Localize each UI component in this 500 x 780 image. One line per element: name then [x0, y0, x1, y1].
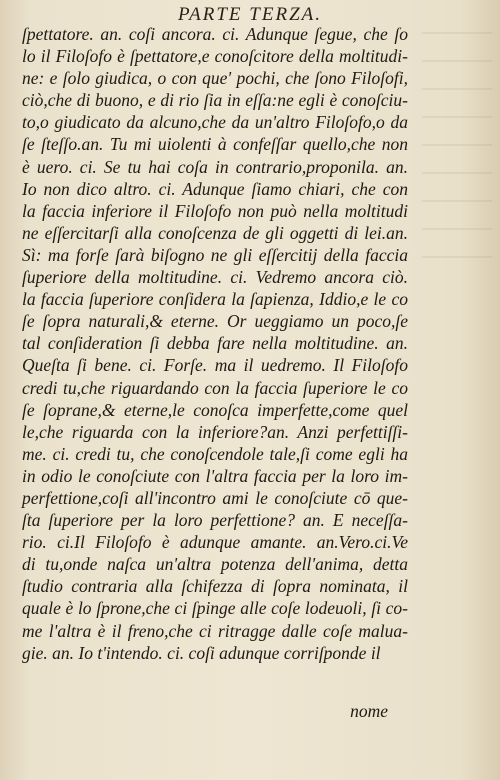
text-line: ſuperiore della moltitudine. ci. Vedremo ancora ciò.: [22, 267, 408, 288]
text-line: è uero. ci. Se tu hai coſa in contrario,proponila. an.: [22, 156, 408, 177]
text-line: ne eſſercitarſi alla conoſcenza de gli oggetti di lei.an.: [22, 222, 408, 243]
text-line: Io non dico altro. ci. Adunque ſiamo chiari, che con: [22, 178, 408, 199]
text-line: la faccia ſuperiore conſidera la ſapienza, Iddio,e le co: [22, 289, 408, 310]
text-line: la faccia inferiore il Filoſofo non può nella moltitudi: [22, 200, 408, 221]
text-line: credi tu,che riguardando con la faccia ſuperiore le co: [22, 377, 408, 398]
text-line: to,o giudicato da alcuno,che da un'altro Filoſofo,o da: [22, 112, 408, 133]
text-line: me l'altra è il freno,che ci ritragge dalle coſe malua-: [22, 620, 408, 641]
text-line: rio. ci.Il Filoſofo è adunque amante. an.Vero.ci.Ve: [22, 532, 408, 553]
text-line: ciò,che di buono, e di rio ſia in eſſa:ne egli è conoſciu-: [22, 90, 408, 111]
text-line: ſpettatore. an. coſi ancora. ci. Adunque ſegue, che ſo: [22, 24, 408, 44]
text-line: le,che riguarda con la inferiore?an. Anzi perfettiſſi-: [22, 421, 408, 442]
text-line: gie. an. Io t'intendo. ci. coſi adunque corriſponde il: [22, 642, 381, 663]
body-text: [22, 23, 408, 664]
text-line: tal conſideration ſi debba fare nella moltitudine. an.: [22, 333, 408, 354]
text-line: ſe ſteſſo.an. Tu mi uiolenti à confeſſar quello,che non: [22, 134, 408, 155]
text-line: lo il Filoſofo è ſpettatore,e conoſcitore della moltitudi-: [22, 46, 408, 67]
text-line: ſtudio contraria alla ſchifezza di ſopra nominata, il: [22, 576, 408, 597]
text-line: me. ci. credi tu, che conoſcendole tale,ſi come egli ha: [22, 443, 408, 464]
text-line: ſe ſopra naturali,& eterne. Or ueggiamo un poco,ſe: [22, 311, 408, 332]
text-line: Queſta ſi bene. ci. Forſe. ma il uedremo. Il Filoſofo: [22, 355, 408, 376]
text-line: in odio le conoſciute con l'altra faccia per la loro im-: [22, 465, 408, 486]
text-line: ſta ſuperiore per la loro perfettione? an. E neceſſa-: [22, 510, 408, 531]
running-title: PARTE TERZA.: [178, 4, 322, 25]
text-line: Sì: ma forſe ſarà biſogno ne gli eſſercitij della faccia: [22, 244, 408, 265]
catchword: nome: [350, 701, 388, 721]
text-line: di tu,onde naſca un'altra potenza dell'anima, detta: [22, 554, 408, 575]
text-line: ſe ſoprane,& eterne,le conoſca imperfette,come quel: [22, 399, 408, 420]
show-through-text: [422, 8, 492, 258]
text-line: perfettione,coſi all'incontro ami le conoſciute cō que-: [22, 487, 408, 508]
text-line: ne: e ſolo giudica, o con que' pochi, che ſono Filoſofi,: [22, 68, 408, 89]
text-line: quale è lo ſprone,che ci ſpinge alle coſe lodeuoli, ſi co-: [22, 598, 408, 619]
